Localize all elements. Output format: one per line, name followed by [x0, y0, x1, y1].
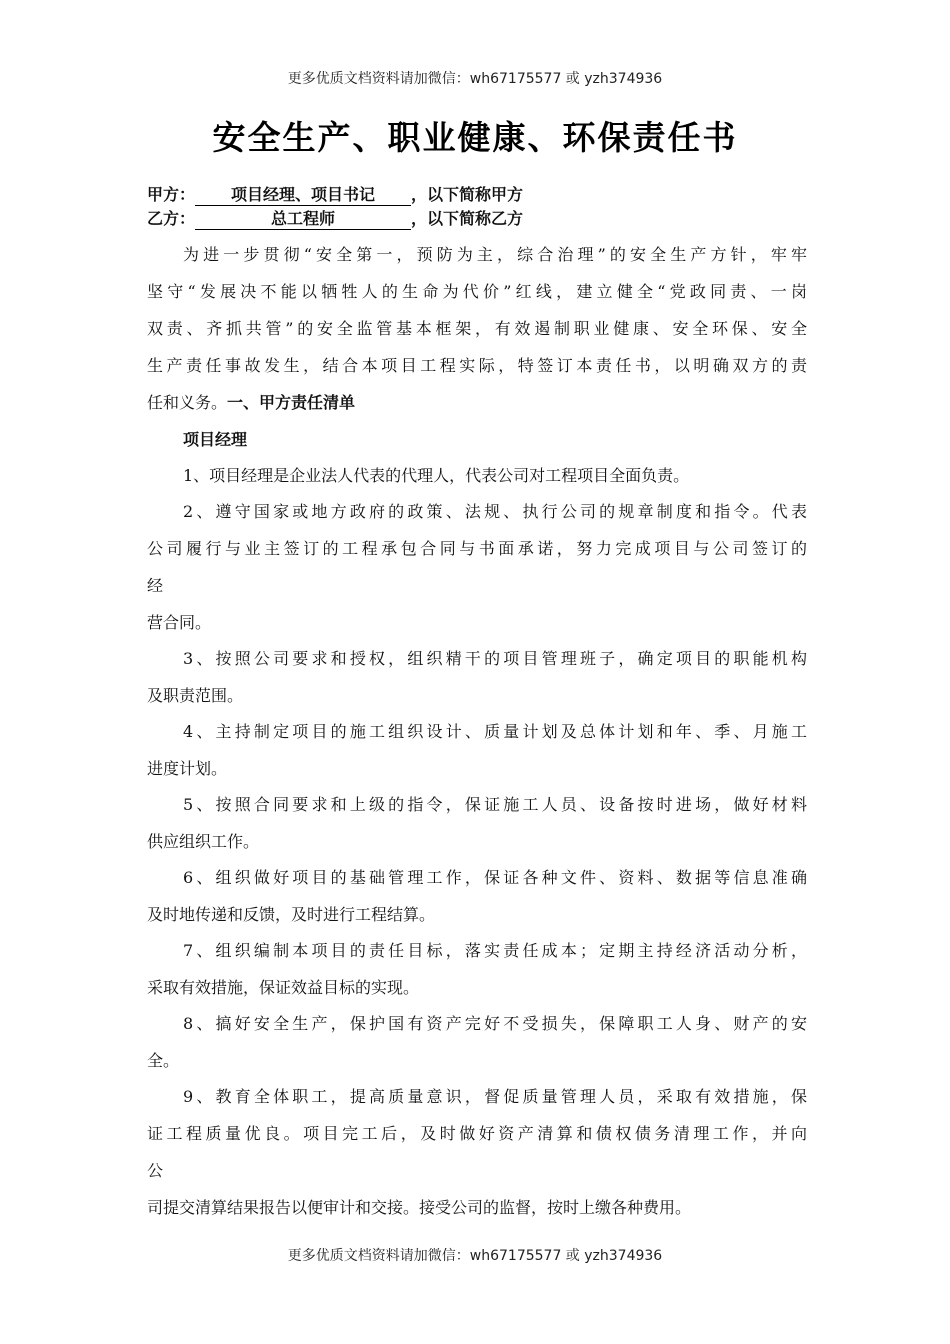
item-line: 进度计划。: [147, 759, 228, 778]
section-heading: 一、甲方责任清单: [227, 393, 356, 412]
party-b-label: 乙方：: [147, 209, 196, 228]
document-title: 安全生产、职业健康、环保责任书: [212, 118, 738, 157]
item-line: 9、教育全体职工，提高质量意识，督促质量管理人员，采取有效措施，保: [183, 1087, 807, 1106]
item-line: 5、按照合同要求和上级的指令，保证施工人员、设备按时进场，做好材料: [183, 795, 807, 814]
intro-line: 双责、齐抓共管”的安全监管基本框架，有效遏制职业健康、安全环保、安全: [147, 319, 807, 338]
party-a-value: 项目经理、项目书记: [195, 185, 411, 206]
page-footer: 更多优质文档资料请加微信：wh67175577 或 yzh374936: [287, 1248, 663, 1264]
item-line: 4、主持制定项目的施工组织设计、质量计划及总体计划和年、季、月施工: [183, 722, 807, 741]
item-line: 经: [147, 576, 164, 595]
item-line: 8、搞好安全生产，保护国有资产完好不受损失，保障职工人身、财产的安: [183, 1014, 807, 1033]
intro-last-text: 任和义务。: [147, 393, 228, 412]
item-line: 营合同。: [147, 613, 212, 632]
intro-line: 为进一步贯彻“安全第一，预防为主，综合治理”的安全生产方针，牢牢: [183, 245, 807, 264]
item-line: 6、组织做好项目的基础管理工作，保证各种文件、资料、数据等信息准确: [183, 868, 807, 887]
item-line: 及职责范围。: [147, 686, 244, 705]
item-line: 1、项目经理是企业法人代表的代理人，代表公司对工程项目全面负责。: [183, 466, 690, 485]
intro-line: 坚守“发展决不能以牺牲人的生命为代价”红线，建立健全“党政同责、一岗: [147, 282, 807, 301]
intro-last-line: [147, 391, 807, 415]
subsection-heading: 项目经理: [183, 430, 248, 449]
item-line: 2、遵守国家或地方政府的政策、法规、执行公司的规章制度和指令。代表: [183, 502, 807, 521]
party-b-line: [147, 207, 523, 231]
page-header: 更多优质文档资料请加微信：wh67175577 或 yzh374936: [287, 71, 663, 87]
item-line: 采取有效措施，保证效益目标的实现。: [147, 978, 420, 997]
intro-line: 生产责任事故发生，结合本项目工程实际，特签订本责任书，以明确双方的责: [147, 356, 807, 375]
party-a-label: 甲方：: [147, 185, 196, 204]
item-line: 供应组织工作。: [147, 832, 260, 851]
item-line: 及时地传递和反馈，及时进行工程结算。: [147, 905, 436, 924]
party-a-suffix: ，以下简称甲方: [411, 185, 524, 204]
party-b-suffix: ，以下简称乙方: [411, 209, 524, 228]
item-line: 公司履行与业主签订的工程承包合同与书面承诺，努力完成项目与公司签订的: [147, 539, 807, 558]
item-line: 证工程质量优良。项目完工后，及时做好资产清算和债权债务清理工作，并向: [147, 1124, 807, 1143]
item-line: 3、按照公司要求和授权，组织精干的项目管理班子，确定项目的职能机构: [183, 649, 807, 668]
party-a-line: [147, 183, 523, 207]
item-line: 司提交清算结果报告以便审计和交接。接受公司的监督，按时上缴各种费用。: [147, 1198, 692, 1217]
item-line: 公: [147, 1161, 164, 1180]
item-line: 全。: [147, 1051, 180, 1070]
party-b-value: 总工程师: [195, 209, 411, 230]
item-line: 7、组织编制本项目的责任目标，落实责任成本；定期主持经济活动分析，: [183, 941, 807, 960]
